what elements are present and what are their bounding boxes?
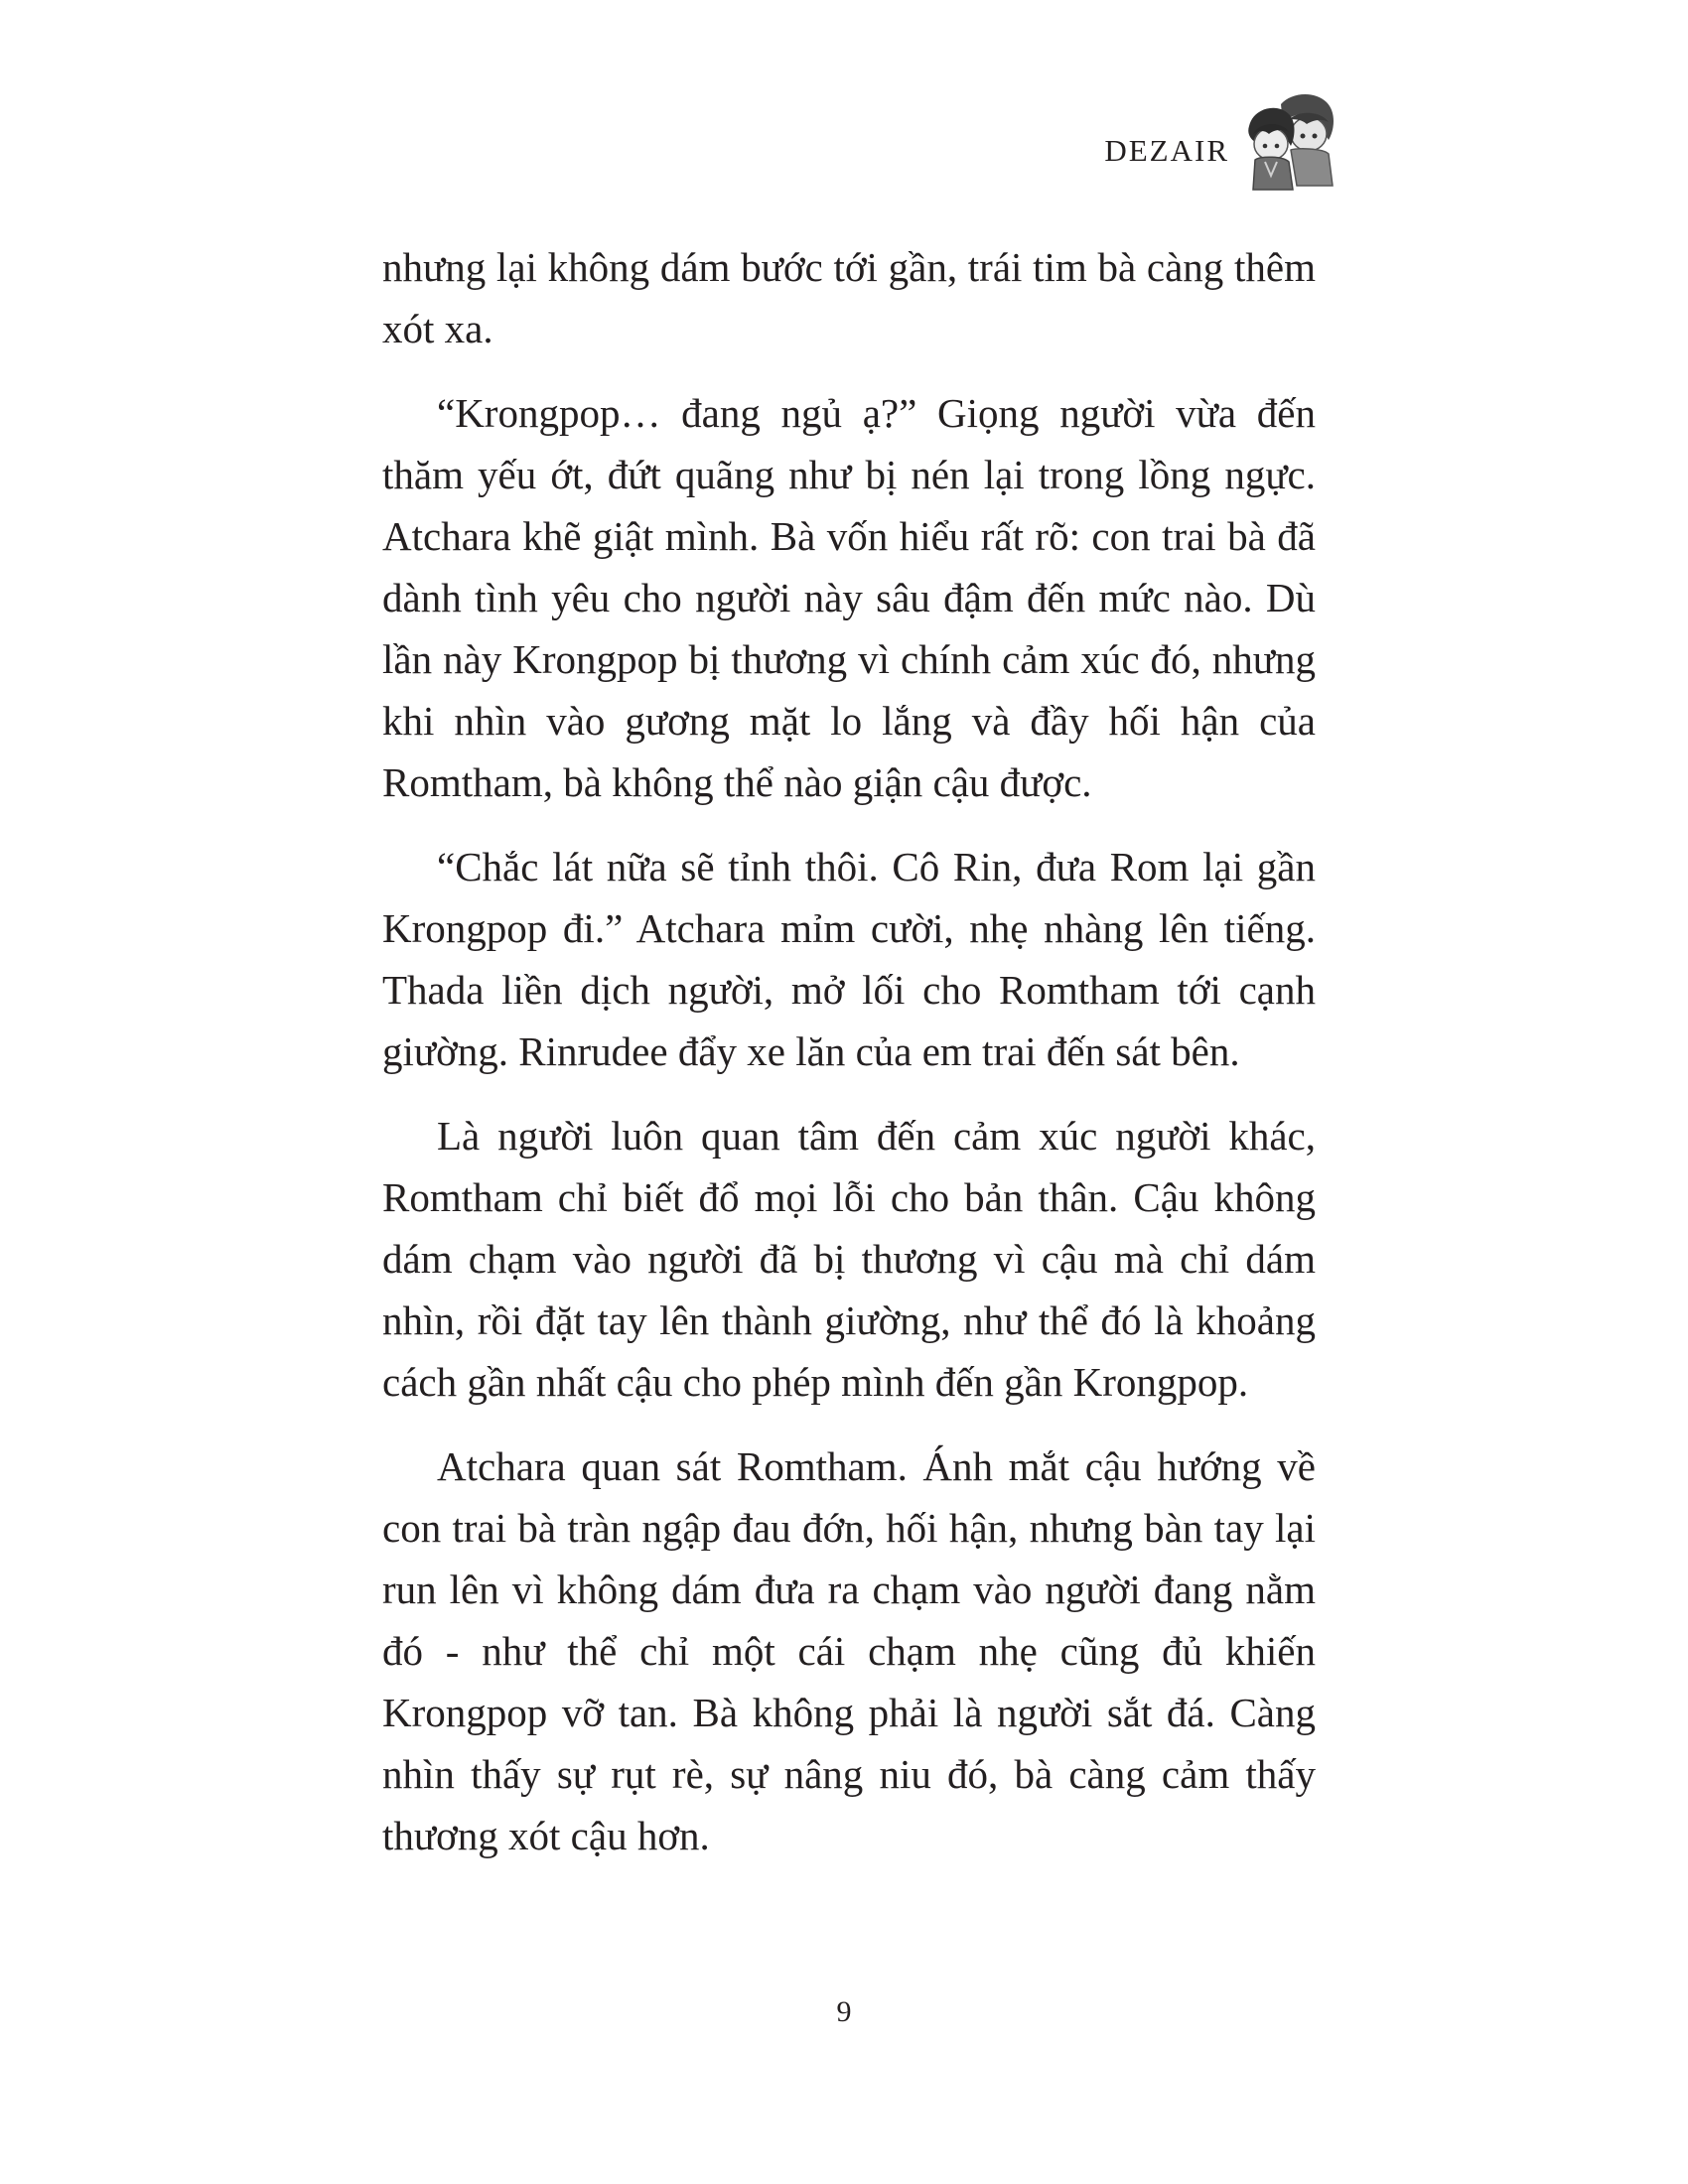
paragraph-5: Atchara quan sát Romtham. Ánh mắt cậu hướng về con trai bà tràn ngập đau đớn, hối hận, nhưng bàn tay lại run lên vì không dám đưa ra chạm vào người đang nằm đó - như thể chỉ một cái chạm nhẹ cũng đủ khiến Krongpop vỡ tan. Bà không phải là người sắt đá. Càng nhìn thấy sự rụt rè, sự nâng niu đó, bà càng cảm thấy thương xót cậu hơn. — [382, 1443, 1316, 1858]
chibi-characters-logo — [1243, 90, 1340, 194]
paragraph-1: nhưng lại không dám bước tới gần, trái tim bà càng thêm xót xa. — [382, 244, 1316, 351]
paragraph-3: “Chắc lát nữa sẽ tỉnh thôi. Cô Rin, đưa Rom lại gần Krongpop đi.” Atchara mỉm cười, nhẹ nhàng lên tiếng. Thada liền dịch người, mở lối cho Romtham tới cạnh giường. Rinrudee đẩy xe lăn của em trai đến sát bên. — [382, 844, 1316, 1074]
body-text — [382, 236, 1316, 1889]
running-header — [1104, 87, 1340, 197]
header-title: DEZAIR — [1104, 133, 1229, 168]
paragraph-4: Là người luôn quan tâm đến cảm xúc người khác, Romtham chỉ biết đổ mọi lỗi cho bản thân. Cậu không dám chạm vào người đã bị thương vì cậu mà chỉ dám nhìn, rồi đặt tay lên thành giường, như thể đó là khoảng cách gần nhất cậu cho phép mình đến gần Krongpop. — [382, 1113, 1316, 1405]
paragraph-2: “Krongpop… đang ngủ ạ?” Giọng người vừa đến thăm yếu ớt, đứt quãng như bị nén lại trong lồng ngực. Atchara khẽ giật mình. Bà vốn hiểu rất rõ: con trai bà đã dành tình yêu cho người này sâu đậm đến mức nào. Dù lần này Krongpop bị thương vì chính cảm xúc đó, nhưng khi nhìn vào gương mặt lo lắng và đầy hối hận của Romtham, bà không thể nào giận cậu được. — [382, 390, 1316, 805]
page-number: 9 — [836, 1995, 852, 2028]
